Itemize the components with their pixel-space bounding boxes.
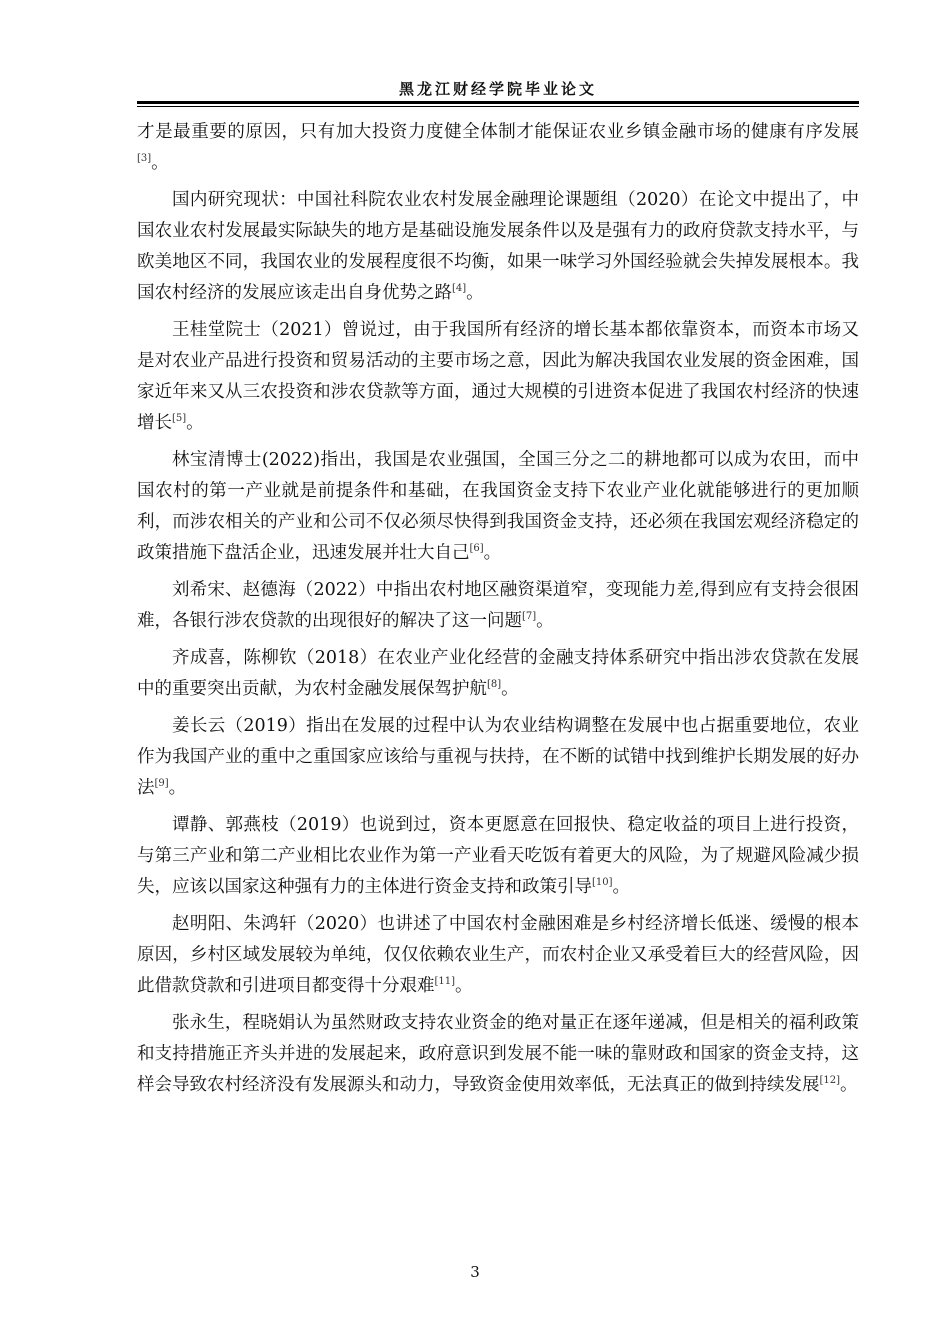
paragraph-2 bbox=[137, 185, 859, 309]
citation-ref: [4] bbox=[452, 283, 467, 295]
running-header: 黑龙江财经学院毕业论文 bbox=[398, 80, 597, 98]
paragraph-text: 刘希宋、赵德海（2022）中指出农村地区融资渠道窄，变现能力差,得到应有支持会很困难，各银行涉农贷款的出现很好的解决了这一问题 bbox=[137, 580, 859, 631]
citation-ref: [8] bbox=[487, 679, 502, 691]
paragraph-end: 。 bbox=[483, 543, 502, 563]
paragraph-text: 国内研究现状：中国社科院农业农村发展金融理论课题组（2020）在论文中提出了，中国农业农村发展最实际缺失的地方是基础设施发展条件以及是强有力的政府贷款支持水平，与欧美地区不同，我国农业的发展程度很不均衡，如果一味学习外国经验就会失掉发展根本。我国农村经济的发展应该走出自身优势之路 bbox=[137, 190, 859, 303]
paragraph-end: 。 bbox=[151, 153, 169, 173]
paragraph-text: 齐成喜，陈柳钦（2018）在农业产业化经营的金融支持体系研究中指出涉农贷款在发展中的重要突出贡献，为农村金融发展保驾护航 bbox=[137, 648, 859, 699]
paragraph-end: 。 bbox=[186, 413, 204, 433]
paragraph-7 bbox=[137, 711, 859, 804]
citation-ref: [9] bbox=[154, 778, 169, 790]
paragraph-6 bbox=[137, 643, 859, 705]
header-rule-thin bbox=[137, 106, 859, 107]
citation-ref: [10] bbox=[592, 877, 613, 889]
paragraph-9 bbox=[137, 909, 859, 1002]
paragraph-end: 。 bbox=[612, 877, 631, 897]
citation-ref: [12] bbox=[819, 1075, 841, 1087]
paragraph-end: 。 bbox=[466, 283, 484, 303]
paragraph-text: 张永生，程晓娟认为虽然财政支持农业资金的绝对量正在逐年递减，但是相关的福利政策和支持措施正齐头并进的发展起来，政府意识到发展不能一味的靠财政和国家的资金支持，这样会导致农村经济没有发展源头和动力，导致资金使用效率低，无法真正的做到持续发展 bbox=[137, 1013, 859, 1095]
paragraph-end: 。 bbox=[501, 679, 519, 699]
header-rule-thick bbox=[137, 101, 859, 104]
paragraph-text: 才是最重要的原因，只有加大投资力度健全体制才能保证农业乡镇金融市场的健康有序发展 bbox=[137, 122, 859, 142]
paragraph-text: 王桂堂院士（2021）曾说过，由于我国所有经济的增长基本都依靠资本，而资本市场又是对农业产品进行投资和贸易活动的主要市场之意，因此为解决我国农业发展的资金困难，国家近年来又从三农投资和涉农贷款等方面，通过大规模的引进资本促进了我国农村经济的快速增长 bbox=[137, 320, 859, 433]
page-number: 3 bbox=[470, 1263, 480, 1281]
paragraph-text: 姜长云（2019）指出在发展的过程中认为农业结构调整在发展中也占据重要地位，农业作为我国产业的重中之重国家应该给与重视与扶持，在不断的试错中找到维护长期发展的好办法 bbox=[137, 716, 859, 798]
body-text bbox=[137, 117, 859, 1107]
paragraph-end: 。 bbox=[840, 1075, 858, 1095]
citation-ref: [5] bbox=[172, 413, 187, 425]
citation-ref: [6] bbox=[469, 543, 484, 555]
paragraph-10 bbox=[137, 1008, 859, 1101]
paragraph-end: 。 bbox=[536, 611, 554, 631]
citation-ref: [11] bbox=[434, 976, 456, 988]
paragraph-text: 谭静、郭燕枝（2019）也说到过，资本更愿意在回报快、稳定收益的项目上进行投资，与第三产业和第二产业相比农业作为第一产业看天吃饭有着更大的风险，为了规避风险减少损失，应该以国家这种强有力的主体进行资金支持和政策引导 bbox=[137, 815, 859, 897]
citation-ref: [3] bbox=[137, 153, 152, 165]
paragraph-text: 赵明阳、朱鸿轩（2020）也讲述了中国农村金融困难是乡村经济增长低迷、缓慢的根本原因，乡村区域发展较为单纯，仅仅依赖农业生产，而农村企业又承受着巨大的经营风险，因此借款贷款和引进项目都变得十分艰难 bbox=[137, 914, 859, 996]
paragraph-3 bbox=[137, 315, 859, 439]
paragraph-text: 林宝清博士(2022)指出，我国是农业强国，全国三分之二的耕地都可以成为农田，而中国农村的第一产业就是前提条件和基础，在我国资金支持下农业产业化就能够进行的更加顺利，而涉农相关的产业和公司不仅必须尽快得到我国资金支持，还必须在我国宏观经济稳定的政策措施下盘活企业，迅速发展并壮大自己 bbox=[137, 450, 859, 563]
paragraph-1 bbox=[137, 117, 859, 179]
paragraph-end: 。 bbox=[455, 976, 473, 996]
paragraph-8 bbox=[137, 810, 859, 903]
citation-ref: [7] bbox=[522, 611, 537, 623]
paragraph-end: 。 bbox=[168, 778, 187, 798]
paragraph-5 bbox=[137, 575, 859, 637]
paragraph-4 bbox=[137, 445, 859, 569]
